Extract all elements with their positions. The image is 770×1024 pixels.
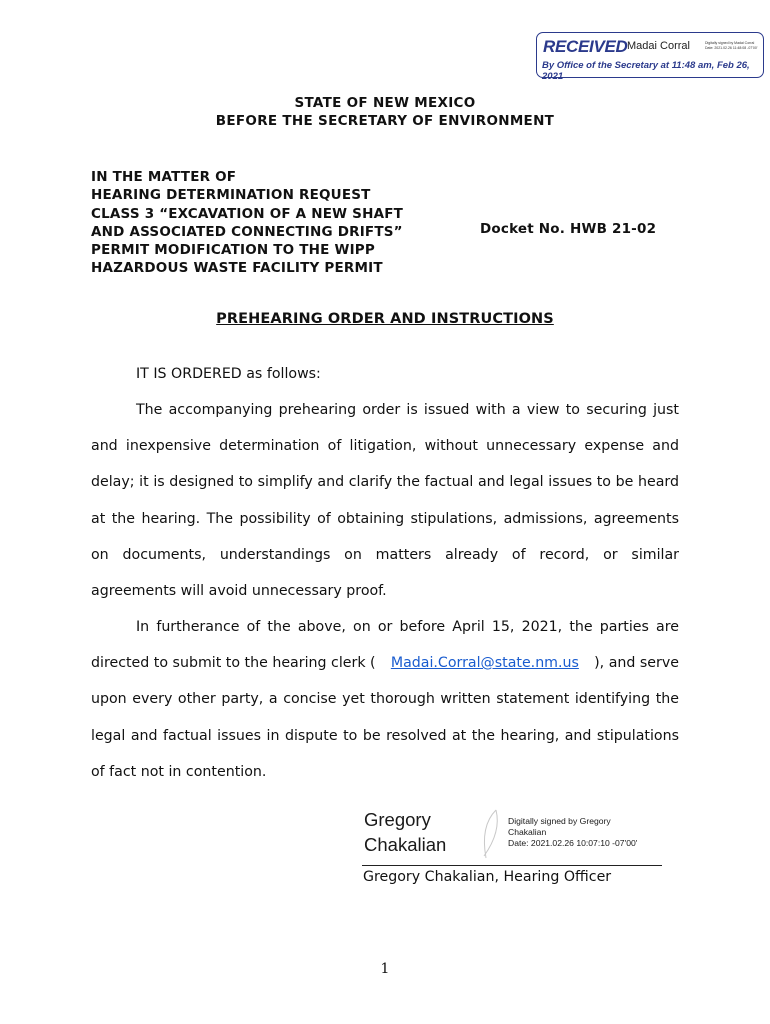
signature-flourish-icon <box>478 808 504 860</box>
body-text: ), and serve <box>594 655 679 671</box>
caption-line: HAZARDOUS WASTE FACILITY PERMIT <box>91 260 383 277</box>
body-line: on documents, understandings on matters already of record, or similar <box>91 547 679 563</box>
signature-name-first: Gregory <box>364 809 431 830</box>
page-number: 1 <box>380 961 390 977</box>
signature-detail-line: Date: 2021.02.26 10:07:10 -07'00' <box>508 838 638 848</box>
ordered-line: IT IS ORDERED as follows: <box>136 366 321 382</box>
received-stamp <box>536 32 764 82</box>
signature-rule <box>362 865 662 866</box>
body-line: and inexpensive determination of litigation, without unnecessary expense and <box>91 438 679 454</box>
docket-number: Docket No. HWB 21-02 <box>480 221 657 237</box>
body-line-with-email <box>91 655 679 671</box>
case-caption <box>91 168 403 278</box>
stamp-digital-signature <box>705 41 761 50</box>
body-line: upon every other party, a concise yet thorough written statement identifying the <box>91 691 679 707</box>
body-line: In furtherance of the above, on or before April 15, 2021, the parties are <box>136 619 679 635</box>
stamp-office-line: By Office of the Secretary at 11:48 am, Feb 26, 2021 <box>542 60 750 82</box>
body-text: directed to submit to the hearing clerk ( <box>91 655 376 671</box>
email-link[interactable]: Madai.Corral@state.nm.us <box>390 655 579 671</box>
body-line: at the hearing. The possibility of obtaining stipulations, admissions, agreements <box>91 511 679 527</box>
stamp-signature-line: Date: 2021.02.26 11:48:08 -07'00' <box>705 45 758 50</box>
body-line: agreements will avoid unnecessary proof. <box>91 583 387 599</box>
received-label: RECEIVED <box>543 37 628 56</box>
signature-name-last: Chakalian <box>364 834 447 855</box>
signature-detail-line: Chakalian <box>508 827 547 837</box>
body-line: The accompanying prehearing order is issued with a view to securing just <box>136 402 679 418</box>
body-line: of fact not in contention. <box>91 764 267 780</box>
caption-line: HEARING DETERMINATION REQUEST <box>91 187 371 204</box>
document-title: PREHEARING ORDER AND INSTRUCTIONS <box>216 311 554 327</box>
signature-detail-line: Digitally signed by Gregory <box>508 816 611 826</box>
signature-caption: Gregory Chakalian, Hearing Officer <box>363 869 612 885</box>
caption-line: IN THE MATTER OF <box>91 169 237 185</box>
caption-line: AND ASSOCIATED CONNECTING DRIFTS” <box>91 223 403 240</box>
body-line: delay; it is designed to simplify and clarify the factual and legal issues to be heard <box>91 474 679 490</box>
stamp-signer-name: Madai Corral <box>627 40 690 52</box>
body-line: legal and factual issues in dispute to be resolved at the hearing, and stipulations <box>91 728 679 744</box>
caption-line: PERMIT MODIFICATION TO THE WIPP <box>91 242 375 259</box>
signature-details <box>508 816 668 849</box>
header-state: STATE OF NEW MEXICO <box>294 95 476 111</box>
stamp-signature-line: Digitally signed by Madai Corral <box>705 41 755 45</box>
caption-line: CLASS 3 “EXCAVATION OF A NEW SHAFT <box>91 205 404 222</box>
header-secretary: BEFORE THE SECRETARY OF ENVIRONMENT <box>215 113 555 129</box>
